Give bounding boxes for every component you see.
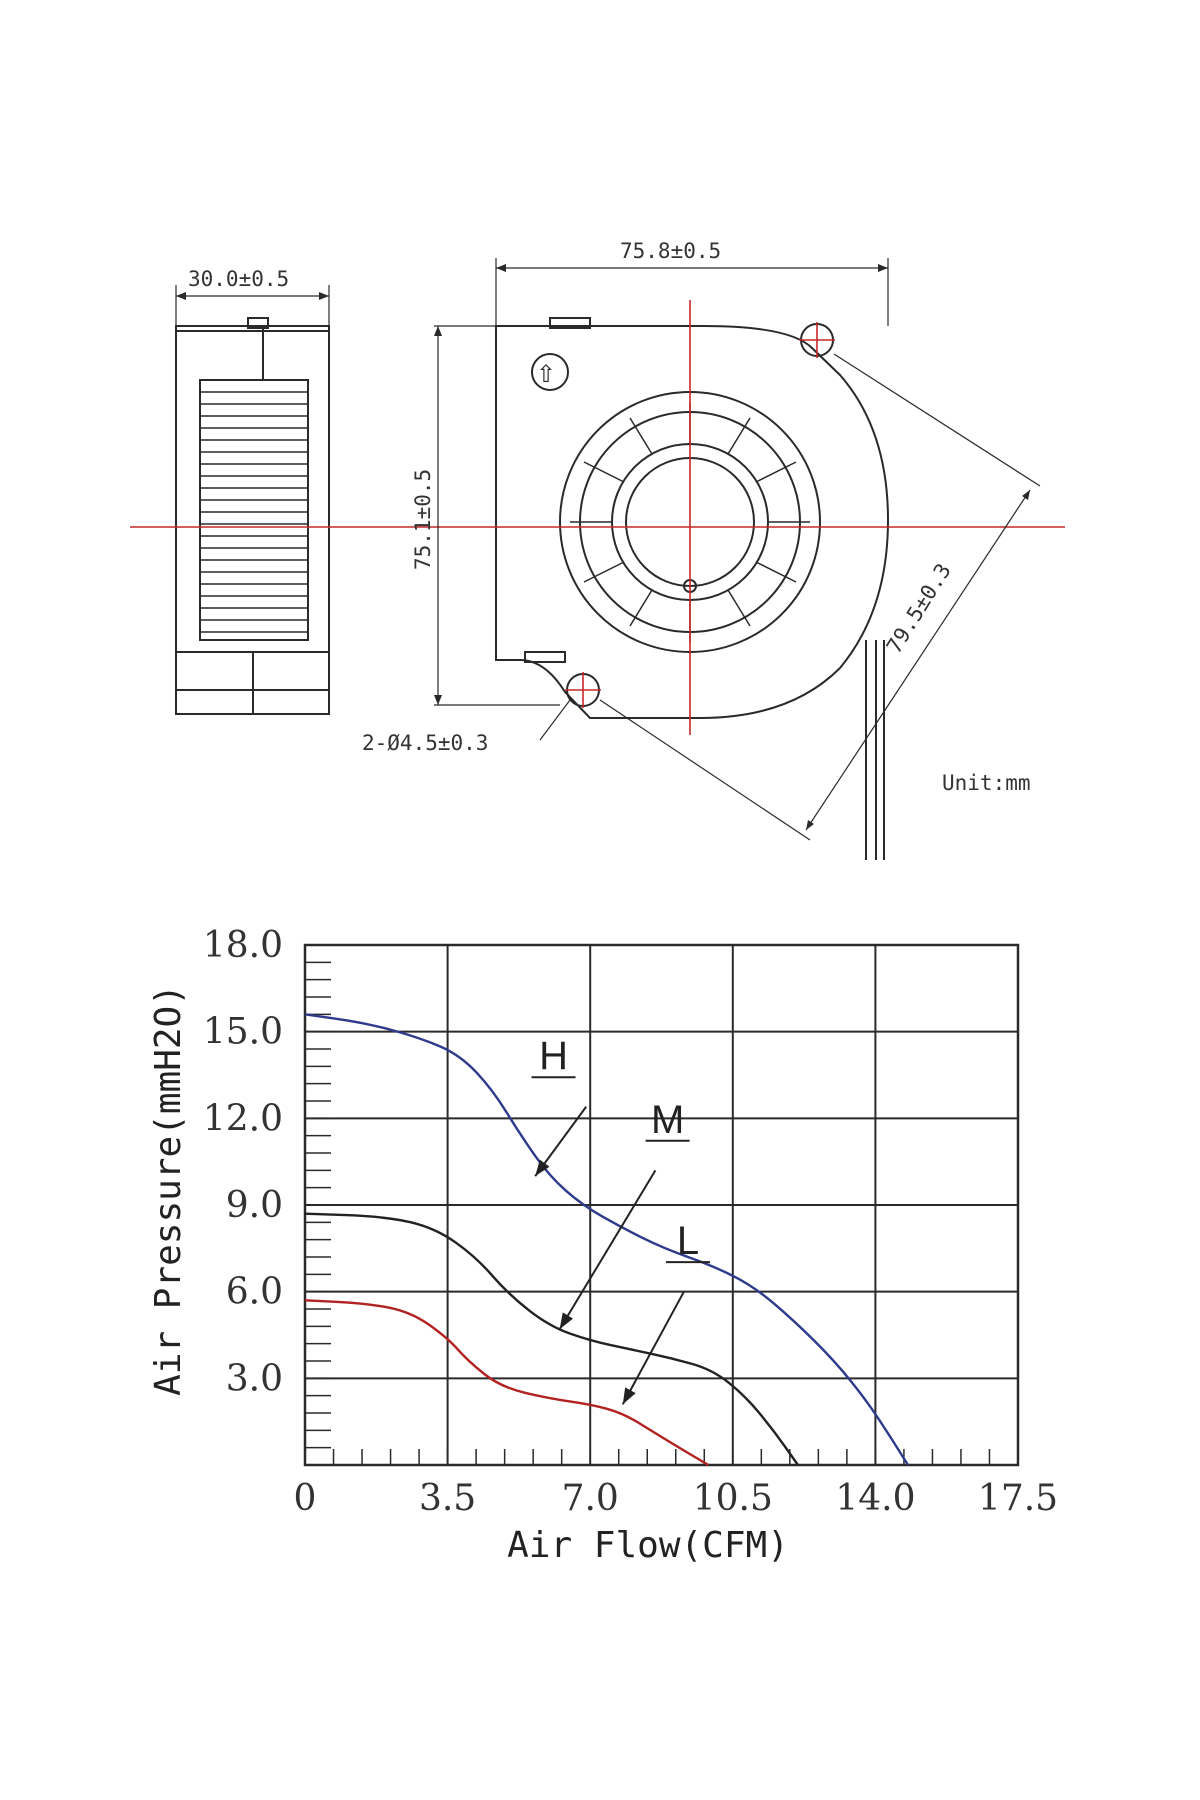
arrow-icon: ⇧ [536, 360, 557, 388]
chart-grid [305, 945, 1018, 1465]
y-tick-label: 6.0 [225, 1271, 283, 1313]
curve-label-l: L [676, 1219, 700, 1264]
diagonal-dimension: 79.5±0.3 [881, 559, 956, 658]
y-tick-label: 12.0 [202, 1098, 283, 1140]
x-tick-label: 14.0 [835, 1478, 916, 1519]
y-tick-label: 15.0 [202, 1011, 283, 1053]
curve-leader-arrowhead [623, 1387, 636, 1404]
chart-minor-ticks [305, 962, 989, 1465]
y-tick-label: 18.0 [202, 925, 283, 966]
y-axis-title: Air Pressure(mmH2O) [148, 984, 189, 1396]
curve-leader-line [623, 1292, 684, 1405]
series-line-h [305, 1014, 908, 1465]
height-dimension: 75.1±0.5 [411, 468, 435, 570]
x-tick-label: 17.5 [977, 1478, 1059, 1519]
hole-dimension: 2-Ø4.5±0.3 [362, 731, 489, 755]
curve-leader-arrowhead [535, 1160, 549, 1176]
chart-series [305, 1014, 908, 1465]
curve-label-m: M [650, 1097, 685, 1142]
series-line-l [305, 1300, 708, 1465]
curve-leader-line [560, 1170, 656, 1329]
y-tick-label: 3.0 [225, 1358, 283, 1400]
x-tick-label: 3.5 [418, 1478, 477, 1519]
unit-label: Unit:mm [942, 771, 1031, 795]
width-dimension: 30.0±0.5 [188, 267, 290, 291]
y-tick-labels [203, 925, 283, 1399]
x-tick-label: 7.0 [561, 1478, 619, 1519]
x-axis-title: Air Flow(CFM) [507, 1525, 789, 1566]
y-tick-label: 9.0 [225, 1185, 283, 1226]
x-tick-labels [294, 1478, 1059, 1519]
series-line-m [305, 1214, 798, 1465]
curve-label-h: H [539, 1034, 568, 1079]
x-tick-label: 10.5 [692, 1478, 773, 1519]
chart-curve-labels [532, 1034, 710, 1404]
x-tick-label: 0 [293, 1478, 317, 1519]
length-dimension: 75.8±0.5 [620, 239, 722, 263]
curve-leader-arrowhead [560, 1312, 573, 1329]
